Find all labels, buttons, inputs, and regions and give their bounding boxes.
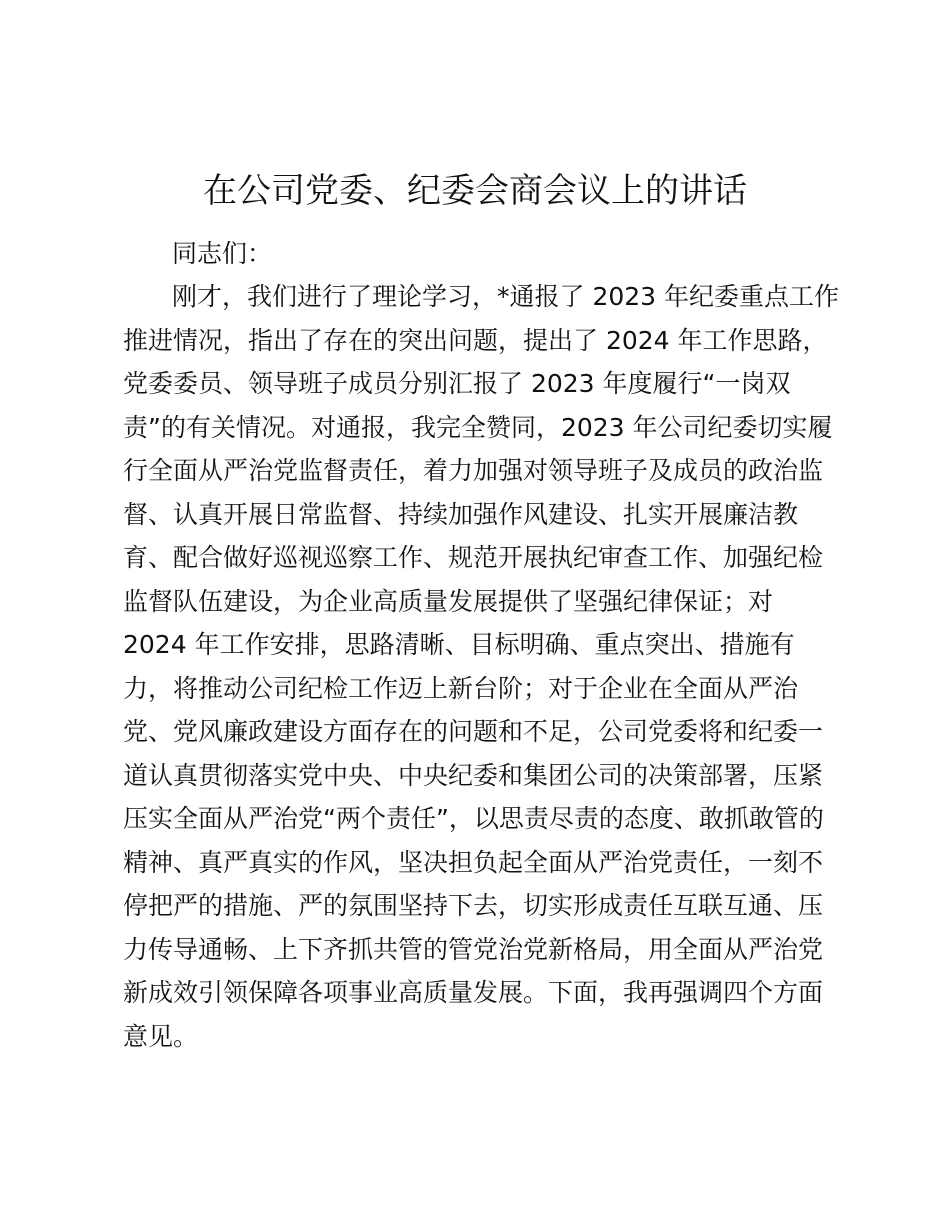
paragraph-line: 行全面从严治党监督责任，着力加强对领导班子及成员的政治监 (123, 456, 824, 485)
paragraph-line: 2024 年工作安排，思路清晰、目标明确、重点突出、措施有 (123, 630, 795, 659)
paragraph-line: 力，将推动公司纪检工作迈上新台阶；对于企业在全面从严治 (123, 673, 799, 703)
paragraph-line: 新成效引领保障各项事业高质量发展。下面，我再强调四个方面 (123, 978, 824, 1007)
paragraph-line: 党、党风廉政建设方面存在的问题和不足，公司党委将和纪委一 (123, 717, 824, 746)
paragraph-line: 道认真贯彻落实党中央、中央纪委和集团公司的决策部署，压紧 (123, 760, 824, 790)
paragraph-line: 意见。 (123, 1021, 199, 1051)
paragraph-line: 督、认真开展日常监督、持续加强作风建设、扎实开展廉洁教 (123, 499, 799, 529)
paragraph-line: 育、配合做好巡视巡察工作、规范开展执纪审查工作、加强纪检 (123, 543, 824, 572)
paragraph-line: 精神、真严真实的作风，坚决担负起全面从严治党责任，一刻不 (123, 847, 824, 877)
paragraph-line: 力传导通畅、上下齐抓共管的管党治党新格局，用全面从严治党 (123, 934, 824, 964)
paragraph-line: 党委委员、领导班子成员分别汇报了 2023 年度履行“一岗双 (123, 369, 791, 398)
paragraph-line: 监督队伍建设，为企业高质量发展提供了坚强纪律保证；对 (123, 586, 774, 616)
paragraph-line: 压实全面从严治党“两个责任”，以思责尽责的态度、敢抓敢管的 (123, 804, 824, 833)
document-title: 在公司党委、纪委会商会议上的讲话 (203, 171, 747, 211)
paragraph-line: 停把严的措施、严的氛围坚持下去，切实形成责任互联互通、压 (123, 891, 824, 920)
paragraph-line: 推进情况，指出了存在的突出问题，提出了 2024 年工作思路， (123, 325, 828, 355)
body-paragraph (123, 275, 843, 1058)
salutation: 同志们： (172, 239, 273, 268)
paragraph-line: 刚才，我们进行了理论学习，*通报了 2023 年纪委重点工作 (172, 282, 840, 311)
paragraph-line: 责”的有关情况。对通报，我完全赞同，2023 年公司纪委切实履 (123, 412, 833, 442)
